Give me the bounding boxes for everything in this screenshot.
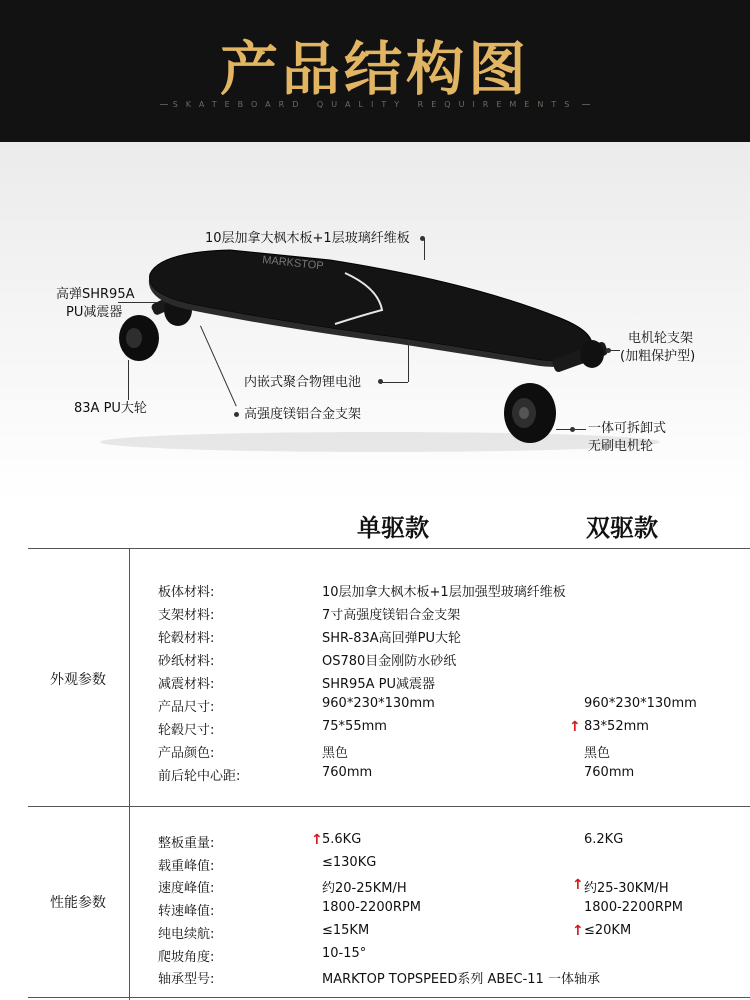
row-value-dual: 83*52mm: [584, 719, 649, 734]
row-value-single: 约20-25KM/H: [322, 881, 407, 896]
row-label: 爬坡角度:: [158, 950, 215, 965]
table-row: [158, 832, 718, 854]
deck-brand-mark: MARKSTOP: [261, 254, 325, 273]
row-value-single: MARKTOP TOPSPEED系列 ABEC-11 一体轴承: [322, 972, 600, 987]
up-arrow-icon: ↑: [569, 719, 581, 735]
table-row: [158, 719, 718, 741]
page-subtitle: SKATEBOARD QUALITY REQUIREMENTS: [172, 100, 578, 109]
table-row: [158, 855, 718, 877]
table-row: [158, 765, 718, 787]
row-label: 前后轮中心距:: [158, 769, 241, 784]
table-row: [158, 877, 718, 899]
table-row: [158, 673, 718, 695]
row-label: 轮毂尺寸:: [158, 723, 215, 738]
callout-battery: 内嵌式聚合物锂电池: [244, 375, 362, 390]
callout-deck-line: [424, 238, 425, 260]
row-value-single: 10-15°: [322, 946, 367, 961]
table-row: [158, 742, 718, 764]
table-row: [158, 900, 718, 922]
row-label: 纯电续航:: [158, 927, 215, 942]
up-arrow-icon: ↑: [572, 923, 584, 939]
callout-motor-bracket-line1: 电机轮支架: [628, 331, 694, 346]
table-row: [158, 923, 718, 945]
row-label: 支架材料:: [158, 608, 215, 623]
row-label: 轮毂材料:: [158, 631, 215, 646]
table-middle-rule: [28, 806, 750, 807]
table-row: [158, 968, 718, 990]
row-value-dual: 960*230*130mm: [584, 696, 697, 711]
callout-wheel: 83A PU大轮: [74, 401, 147, 416]
table-bottom-rule: [28, 997, 750, 998]
row-value-single: 960*230*130mm: [322, 696, 435, 711]
column-title-single: 单驱款: [357, 514, 429, 542]
row-value-dual: 黑色: [584, 746, 611, 761]
callout-motor-line: [556, 429, 586, 430]
callout-motor-bracket-line: [610, 350, 620, 351]
row-value-single: SHR95A PU减震器: [322, 677, 435, 692]
column-title-dual: 双驱款: [586, 514, 658, 542]
row-value-dual: 1800-2200RPM: [584, 900, 683, 915]
row-value-dual: 760mm: [584, 765, 635, 780]
row-value-single: 1800-2200RPM: [322, 900, 421, 915]
row-value-dual: 约25-30KM/H: [584, 881, 669, 896]
table-row: [158, 627, 718, 649]
page-title: 产品结构图: [219, 35, 530, 103]
product-diagram: [0, 142, 750, 502]
callout-battery-line-v: [408, 340, 409, 382]
row-value-single: 7寸高强度镁铝合金支架: [322, 608, 461, 623]
header-banner: [0, 0, 750, 142]
row-value-single: 10层加拿大枫木板+1层加强型玻璃纤维板: [322, 585, 566, 600]
row-value-single: 75*55mm: [322, 719, 387, 734]
row-value-single: 760mm: [322, 765, 373, 780]
row-value-single: SHR-83A高回弹PU大轮: [322, 631, 462, 646]
callout-shock-line1: 高弹SHR95A: [56, 287, 135, 302]
row-value-dual: ≤20KM: [584, 923, 632, 938]
row-value-single: 5.6KG: [322, 832, 362, 847]
row-label: 轴承型号:: [158, 972, 215, 987]
up-arrow-icon: ↑: [311, 832, 323, 848]
table-top-rule: [28, 548, 750, 549]
table-row: [158, 946, 718, 968]
callout-motor-line2: 无刷电机轮: [588, 439, 654, 454]
table-row: [158, 604, 718, 626]
table-row: [158, 696, 718, 718]
row-label: 产品尺寸:: [158, 700, 215, 715]
row-value-single: OS780目金刚防水砂纸: [322, 654, 457, 669]
callout-wheel-line: [128, 360, 129, 400]
row-label: 转速峰值:: [158, 904, 215, 919]
callout-shock-line: [118, 302, 158, 303]
header-divider-right: [582, 104, 590, 105]
row-label: 产品颜色:: [158, 746, 215, 761]
row-label: 板体材料:: [158, 585, 215, 600]
callout-motor-line1: 一体可拆卸式: [588, 421, 667, 436]
callout-deck: 10层加拿大枫木板+1层玻璃纤维板: [205, 231, 410, 246]
up-arrow-icon: ↑: [572, 877, 584, 893]
section-label-performance: 性能参数: [50, 895, 106, 911]
callout-battery-line: [382, 382, 408, 383]
row-value-single: ≤15KM: [322, 923, 370, 938]
callout-truck: 高强度镁铝合金支架: [244, 407, 362, 422]
row-label: 整板重量:: [158, 836, 215, 851]
table-row: [158, 581, 718, 603]
row-label: 速度峰值:: [158, 881, 215, 896]
callout-truck-dot: [234, 412, 239, 417]
row-value-dual: 6.2KG: [584, 832, 624, 847]
row-value-single: ≤130KG: [322, 855, 377, 870]
row-value-single: 黑色: [322, 746, 349, 761]
table-row: [158, 650, 718, 672]
row-label: 减震材料:: [158, 677, 215, 692]
row-label: 载重峰值:: [158, 859, 215, 874]
callout-motor-bracket-line2: (加粗保护型): [620, 349, 696, 364]
section-label-appearance: 外观参数: [50, 672, 106, 688]
callout-shock-line2: PU减震器: [66, 305, 123, 320]
table-column-divider: [129, 548, 130, 1000]
row-label: 砂纸材料:: [158, 654, 215, 669]
